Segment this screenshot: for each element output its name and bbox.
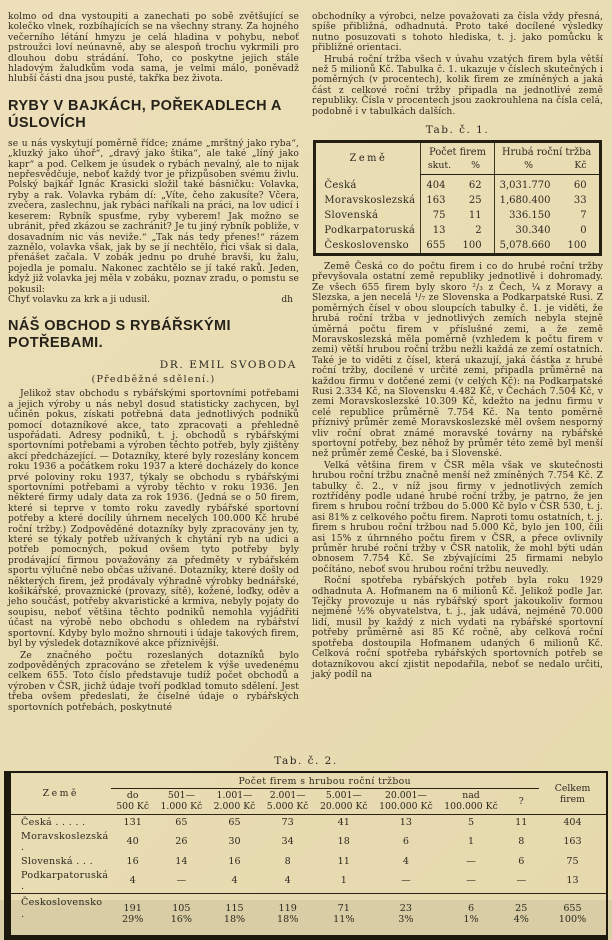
cell-country: Podkarpatoruská	[324, 225, 416, 237]
cell-value: —	[466, 875, 476, 886]
cell-revenue-pct: 60	[573, 180, 587, 192]
cell-total: 404	[563, 816, 582, 828]
cell-value: 4	[402, 855, 409, 867]
total-count: 115	[225, 902, 244, 914]
cell-country: Moravskoslezská	[324, 195, 416, 207]
range-do-500: do 500 Kč	[111, 789, 155, 815]
paragraph-trade-6: Velká většina firem v ČSR měla však ve skutečnosti hrubou roční tržbu značně menší než zmíněných 7.754 Kč. Z tabulky č. 2., v níž jsou firmy v jednotlivých zemích roztříděny podle udané hrubé roční tržby, je patrno, že jen firem s hrubou roční tržbou do 5.000 Kč bylo v ČSR 530, t. j. asi 81% z celkového počtu firem. Naproti tomu ostatních, t. j. firem s hrubou roční tržbou nad 5.000 Kč, bylo jen 100, čili asi 15% z úhrnného počtu firem v ČSR, a přece ovlivnily průměr hrubé roční tržby v ČSR natolik, že mohl býti udán obnosem 7.754 Kč. Se zbývajícími 25 firmami nebylo počítáno, neboť svou hrubou roční tržbu neuvedly.	[312, 460, 603, 575]
paragraph-trade-4: Hrubá roční tržba všech v úvahu vzatých firem byla větší než 5 milionů Kč. Tabulka č. 1. ukazuje v číslech skutečných i poměrných (v procentech), kolik firem ze zmíněných a jaká část z celkové roční tržby připadla na jednotlivé země republiky. Čísla v procentech jsou zaokrouhlena na čísla celá, podobně i v tabulkách dalších.	[312, 54, 603, 117]
heading-nas-obchod: NÁŠ OBCHOD S RYBÁŘSKÝMI POTŘEBAMI.	[8, 318, 231, 352]
table-2-caption: Tab. č. 2.	[274, 755, 338, 767]
paragraph-trade-2: Ze značného počtu rozeslaných dotazníků bylo zodpověděných zpracováno se zřetelem k výše uvedenému celkem 655. Toto číslo představuje tudíž počet obchodů a výroben v ČSR, jichž údaje tvoří podklad tomuto sdělení. Jest třeba ovšem předeslati, že číselné údaje o rybářských sportovních potřebách, poskytnuté	[8, 650, 299, 713]
cell-value: 40	[126, 836, 139, 847]
cell-value: 30	[228, 836, 241, 847]
table-row	[8, 815, 608, 830]
cell-value: 18	[337, 836, 350, 847]
cell-total-value	[438, 894, 503, 938]
cell-revenue: 30.340	[494, 223, 562, 238]
cell-revenue-pct: 100	[567, 240, 587, 252]
table-1-caption: Tab. č. 1.	[425, 124, 490, 137]
cell-total-value	[314, 894, 373, 938]
table-2-header	[8, 772, 608, 815]
cell-total-value	[539, 894, 607, 938]
cell-firms: 655	[421, 238, 458, 255]
cell-total-value	[111, 894, 155, 938]
table-1-col-country: Země	[349, 153, 388, 165]
cell-value: 6	[402, 836, 409, 847]
cell-total-value	[208, 894, 261, 938]
cell-firms-pct: 11	[468, 210, 482, 222]
fables-last-line	[8, 295, 299, 305]
total-count: 105	[172, 902, 191, 914]
cell-firms: 75	[421, 208, 458, 223]
paragraph-trade-5: Země Česká co do počtu firem i co do hrubé roční tržby převyšovala ostatní země republiky jednotlivě i dohromady. Ze všech 655 firem byly skoro ²/₃ z Čech, ¼ z Moravy a Slezska, a jen necelá ¹/₇ ze Slovenska a Podkarpatské Rusi. Z poměrných čísel v obou sloupcích tabulky č. 1. je viděti, že hrubá roční tržba v jednotlivých zemích nebyla stejně úměrná počtu firem v příslušné zemi, a že země Moravskoslezská měla poměrně (vzhledem k počtu firem v zemi) větší hrubou roční tržbu nežli každá ze zemí ostatních. Také je to viděti z čísel, která ukazují, jaká částka z hrubé roční tržby, docílené v určité zemi, připadla průměrně na každou firmu v dotčené zemi (v celých Kč): na Podkarpatské Rusi 2.334 Kč, na Slovensku 4.482 Kč, v Čechách 7.504 Kč, v zemi Moravskoslezské 10.309 Kč, kdežto na jednu firmu v celé republice průměrně 7.754 Kč. Na tento poměrně příznivý průměr země Moravskoslezské měl ovšem nesporný vliv roční obrat známé moravské továrny na rybářské sportovní potřeby, bez něhož by průměr této země byl menší než průměr země České, ba i Slovenské.	[312, 262, 603, 460]
table-1-group-firms: Počet firem	[421, 142, 494, 160]
table-1	[313, 140, 601, 256]
range-2001-5000: 2.001— 5.000 Kč	[261, 789, 314, 815]
cell-revenue-pct: 7	[580, 210, 587, 222]
cell-total: 163	[563, 836, 582, 847]
cell-value: 5	[467, 816, 475, 828]
table-row	[315, 193, 600, 208]
cell-value: 6	[518, 855, 525, 867]
table-2-body	[8, 815, 608, 938]
total-count: 191	[123, 902, 142, 914]
total-percent: 3%	[398, 914, 414, 926]
total-percent: 100%	[558, 914, 587, 926]
left-column	[8, 12, 299, 748]
cell-firms-pct: 25	[468, 195, 482, 207]
total-percent: 11%	[333, 914, 355, 926]
fables-closing-sentence: Chyť volavku za krk a ji udusil.	[8, 294, 151, 305]
cell-value: 4	[231, 875, 238, 886]
cell-value: 34	[281, 836, 294, 847]
cell-value: 11	[515, 816, 528, 828]
table-1-body	[315, 175, 600, 255]
cell-value: 26	[175, 836, 188, 847]
cell-total-value	[373, 894, 438, 938]
table-2-col-total: Celkem firem	[539, 772, 607, 815]
range-20001-100000: 20.001— 100.000 Kč	[373, 789, 438, 815]
paragraph-lake-continuation: kolmo od dna vystoupiti a zanechati po sobě zvětšující se kolečko vlnek, rozbíhajících se na všechny strany. Za hojného večerního létání hmyzu je celá hladina v pohybu, neboť pstroužci loví neúnavně, aby se alespoň trochu vykrmili pro dlouhou dobu strádání. Toho, co poskytne jejich stále hladovým žaludkům voda sama, je velmi málo, poněvadž hlubší části dna jsou pusté, takřka bez života.	[8, 12, 299, 85]
cell-country: Československo	[324, 240, 409, 252]
cell-revenue: 1,680.400	[494, 193, 562, 208]
cell-revenue-pct: 33	[573, 195, 587, 207]
table-1-sub-kc: Kč	[563, 159, 601, 175]
total-count: 25	[515, 902, 528, 914]
table-row	[315, 175, 600, 194]
table-row-total	[315, 238, 600, 255]
cell-value: 65	[175, 816, 188, 828]
total-percent: 18%	[276, 914, 299, 926]
cell-firms-pct: 100	[462, 240, 482, 252]
cell-country: Česká . . . . .	[21, 816, 86, 828]
table-1-header	[315, 142, 600, 175]
total-count: 23	[399, 902, 413, 914]
cell-value: 73	[281, 816, 294, 828]
cell-value: 65	[228, 816, 241, 828]
cell-firms: 404	[421, 175, 458, 194]
cell-total: 13	[566, 875, 579, 886]
cell-value: 1	[340, 875, 347, 886]
total-percent: 16%	[170, 914, 193, 926]
cell-value: 8	[518, 836, 525, 847]
cell-firms: 13	[421, 223, 458, 238]
cell-country	[8, 894, 111, 938]
cell-country: Podkarpatoruská .	[21, 869, 109, 892]
cell-value: —	[466, 855, 476, 867]
cell-value: 8	[284, 855, 291, 867]
total-percent: 4%	[513, 914, 529, 926]
table-row	[315, 223, 600, 238]
cell-country: Slovenská . . .	[21, 855, 93, 867]
total-count: 119	[278, 902, 297, 914]
table-1-sub-pct-firms: %	[458, 159, 495, 175]
cell-total-value	[261, 894, 314, 938]
table-row	[8, 829, 608, 854]
total-count: 6	[467, 902, 475, 914]
paragraph-trade-7: Roční spotřeba rybářských potřeb byla roku 1929 odhadnuta A. Hofmanem na 6 milionů Kč. Jelikož podle Jar. Tejčky provozuje u nás rybářský sport jakoukoliv formou nejméně ½% obyvatelstva, t. j., jak udává, nejméně 70.000 lidí, musil by každý z nich vydati na rybářské sportovní potřeby průměrně asi 85 Kč ročně, aby celková roční spotřeba dostoupila Hofmanem udaných 6 milionů Kč. Celková roční spotřeba rybářských sportovních potřeb se dotazníkovou akcí zjistit nepodařila, neboť se nedalo určiti, jaký podíl na	[312, 576, 603, 680]
range-1001-2000: 1.001— 2.000 Kč	[208, 789, 261, 815]
cell-value: 16	[228, 855, 241, 867]
cell-revenue: 3,031.770	[494, 175, 562, 194]
range-unknown: ?	[504, 789, 539, 815]
paragraph-trade-1: Jelikož stav obchodu s rybářskými sportovními potřebami a jejich výroby u nás nebyl dosud statisticky zachycen, byl učiněn pokus, získati potřebná data jednotlivých podniků pomocí dotazníkové akce, tato zpracovati a přehledně uspořádati. Adresy podniků, t. j. obchodů s rybářskými sportovními potřebami a výroben těchto potřeb, byly zjištěny akcí předcházející. — Dotazníky, které byly rozeslány koncem roku 1936 a počátkem roku 1937 a které docházely do konce prvé poloviny roku 1937, týkaly se obchodu s rybářskými sportovními potřebami a výroby těchto v roku 1936. Jen některé firmy udaly data za rok 1936. (Jedná se o 50 firem, které si teprve v tomto roku zavedly rybářské sportovní potřeby a které docílily úhrnem necelých 100.000 Kč hrubé roční tržby.) Zodpověděné dotazníky byly zpracovány jen ty, které se týkaly potřeb užívaných k chytání ryb na udici a potřeb pomocných, pokud ovšem tyto potřeby byly prodávající firmou považovány za předměty v rybářském sportu výlučně nebo občas užívané. Dotazníky, které došly od některých firem, jež prodávaly výhradně výrobky bednářské, košikářské, provaznické (provazy, sítě), kožené, loďky, oděv a jeho součást, potřeby akvaristické a krmiva, nebyly pojaty do soupisu, neboť většina těchto podniků nemohla vyjádřiti účast na výrobě nebo obchodu s ohledem na rybářství sportovní. Kdyby bylo možno shrnouti i údaje takových firem, byl by výsledek dotazníkové akce příznivější.	[8, 389, 299, 650]
cell-value: 41	[337, 816, 350, 828]
cell-total-value	[155, 894, 208, 938]
right-column	[312, 12, 603, 748]
table-2-group-label: Počet firem s hrubou roční tržbou	[111, 772, 539, 789]
cell-value: 14	[175, 855, 188, 867]
cell-value: —	[401, 875, 411, 886]
cell-country: Česká	[324, 179, 357, 191]
table-row-total	[8, 894, 608, 938]
range-5001-20000: 5.001— 20.000 Kč	[314, 789, 373, 815]
table-row	[315, 208, 600, 223]
cell-firms-pct: 2	[475, 225, 482, 237]
cell-total: 75	[566, 855, 579, 867]
total-percent: 1%	[463, 914, 479, 926]
cell-value: 16	[126, 855, 139, 867]
cell-value: —	[176, 875, 187, 886]
cell-firms: 163	[421, 193, 458, 208]
heading-ryby-v-bajkach: RYBY V BAJKÁCH, POŘEKADLECH A ÚSLOVÍCH	[8, 97, 282, 131]
two-column-layout	[8, 12, 604, 748]
table-1-sub-pct-revenue: %	[494, 159, 562, 175]
cell-revenue-pct: 0	[580, 225, 587, 237]
cell-value: 13	[399, 816, 413, 828]
cell-value: —	[516, 875, 527, 886]
cell-firms-pct: 62	[468, 180, 482, 192]
article-subtitle: (Předběžné sdělení.)	[91, 374, 216, 386]
cell-country: Moravskoslezská .	[21, 830, 109, 853]
table-1-sub-skut: skut.	[421, 159, 458, 175]
table-2-wrapper	[4, 771, 608, 940]
total-count: 655	[563, 902, 582, 914]
total-count: 71	[337, 902, 350, 914]
author-initials: dh	[281, 294, 293, 305]
paragraph-fables-body: se u nás vyskytují poměrně řídce; známe „mrštný jako ryba“, „kluzký jako úhoř“, „dravý jako štika“, ale také „líný jako kapr“ a pod. Celkem je úsudek o rybách nevalný, ale to nijak nepřesvědčuje, neboť každý tvor je přizpůsoben svému živlu. Polský bajkář Ignác Krasicki složil také básničku: Volavka, ryby a rak. Volavka rybám dí: „Víte, čeho zakusíte? Včera, zvečera, zaslechnu, jak rybáci naříkali na práci, na lov udicí i keserem: Rybník spusťme, ryby vyberem! Jak možno se ubránit, před zkázou se zachránit? Je tu jiný rybník pobliže, v dosavadním nic vás neviže.“ „Tak nás tedy přenes!“ rázem zaznělo, volavka však, jak by se jí nechtělo, říci však si dala, přenášet začala. V zobák jednu po druhé bravši, ku žalu, pojedla je pomalu. Nakonec zachtělo se jí také raků. Jeden, když již volavka jej měla v zobáku, poznav zradu, o pomstu se pokusil:	[8, 138, 299, 295]
total-percent: 29%	[122, 914, 144, 926]
total-percent: 18%	[223, 914, 246, 926]
table-row	[8, 868, 608, 894]
cell-revenue: 336.150	[494, 208, 562, 223]
cell-value: 1	[467, 836, 475, 847]
cell-value: 11	[337, 855, 350, 867]
cell-value: 4	[284, 875, 291, 886]
cell-revenue: 5,078.660	[494, 238, 562, 255]
table-1-group-revenue: Hrubá roční tržba	[494, 142, 600, 160]
range-nad-100000: nad 100.000 Kč	[438, 789, 503, 815]
cell-value: 131	[123, 816, 142, 828]
range-501-1000: 501— 1.000 Kč	[155, 789, 208, 815]
total-country-label: Československo .	[21, 897, 103, 920]
byline-author: DR. EMIL SVOBODA	[159, 359, 297, 372]
paragraph-trade-3: obchodníky a výrobci, nelze považovati za čísla vždy přesná, spíše přibližná, odhadnutá. Proto také docílené výsledky nutno posuzovati s tohoto hlediska, t. j. jako pomůcku k přibližné orientaci.	[312, 12, 603, 54]
cell-country: Slovenská	[324, 210, 379, 222]
cell-total-value	[504, 894, 539, 938]
table-row	[8, 854, 608, 868]
table-2-col-country: Země	[8, 772, 111, 815]
cell-value: 4	[129, 875, 136, 886]
table-2	[4, 771, 608, 940]
